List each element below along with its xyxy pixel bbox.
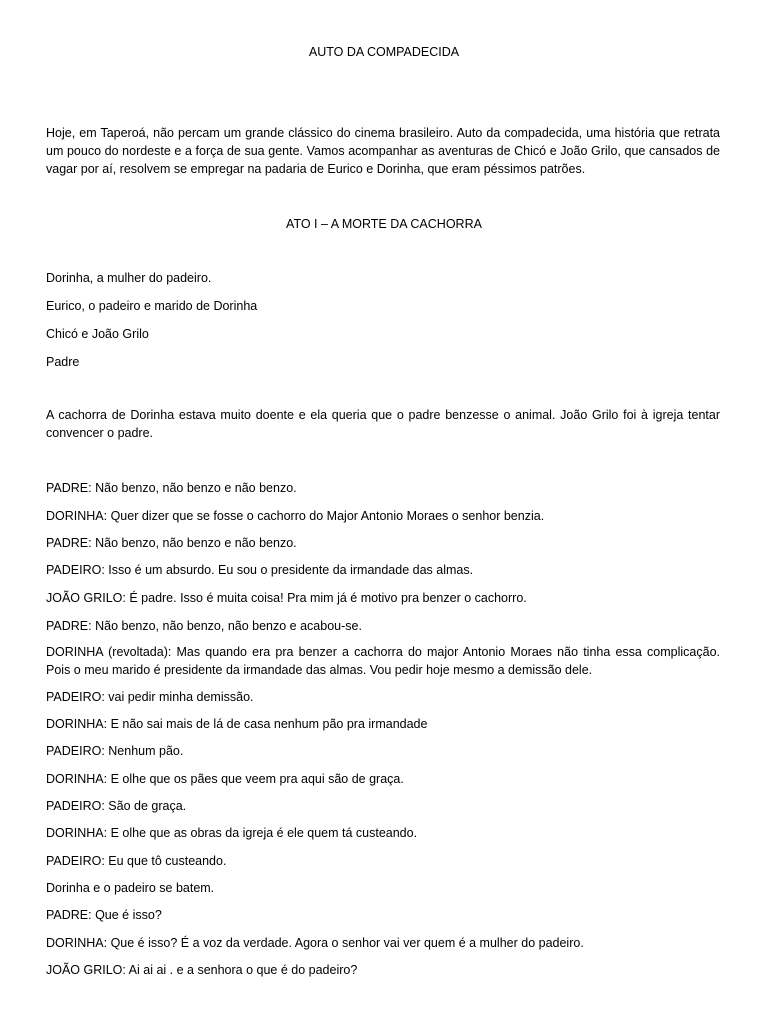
dialogue-line: PADRE: Não benzo, não benzo e não benzo. — [46, 536, 297, 550]
dialogue-line: PADEIRO: São de graça. — [46, 799, 187, 813]
dialogue-line: PADEIRO: vai pedir minha demissão. — [46, 690, 254, 704]
dialogue-line: PADEIRO: Nenhum pão. — [46, 744, 184, 758]
character-line: Eurico, o padeiro e marido de Dorinha — [46, 299, 258, 313]
character-line: Dorinha, a mulher do padeiro. — [46, 271, 212, 285]
dialogue-line: DORINHA: Quer dizer que se fosse o cachorro do Major Antonio Moraes o senhor benzia. — [46, 509, 545, 523]
dialogue-line: PADRE: Que é isso? — [46, 908, 162, 922]
dialogue-line: DORINHA: E não sai mais de lá de casa nenhum pão pra irmandade — [46, 717, 428, 731]
act-heading: ATO I – A MORTE DA CACHORRA — [286, 217, 482, 231]
stage-direction: Dorinha e o padeiro se batem. — [46, 881, 215, 895]
document-title: AUTO DA COMPADECIDA — [308, 45, 460, 59]
dialogue-line: PADRE: Não benzo, não benzo e não benzo. — [46, 481, 297, 495]
dialogue-line: PADEIRO: Eu que tô custeando. — [46, 854, 227, 868]
scene-description: A cachorra de Dorinha estava muito doente e ela queria que o padre benzesse o animal. João Grilo foi à igreja tentar convencer o padre. — [46, 408, 720, 440]
character-line: Chicó e João Grilo — [46, 327, 149, 341]
dialogue-line: DORINHA: E olhe que os pães que veem pra aqui são de graça. — [46, 772, 404, 786]
dialogue-line: DORINHA: Que é isso? É a voz da verdade. Agora o senhor vai ver quem é a mulher do padeiro. — [46, 936, 584, 950]
dialogue-line: PADRE: Não benzo, não benzo, não benzo e acabou-se. — [46, 619, 362, 633]
character-line: Padre — [46, 355, 80, 369]
dialogue-line: JOÃO GRILO: É padre. Isso é muita coisa! Pra mim já é motivo pra benzer o cachorro. — [46, 591, 527, 605]
dialogue-line: DORINHA: E olhe que as obras da igreja é ele quem tá custeando. — [46, 826, 418, 840]
intro-paragraph: Hoje, em Taperoá, não percam um grande clássico do cinema brasileiro. Auto da compadecida, uma história que retrata um pouco do nordeste e a força de sua gente. Vamos acompanhar as aventuras de Chicó e João Grilo, que cansados de vagar por aí, resolvem se empregar na padaria de Eurico e Dorinha, que eram péssimos patrões. — [46, 126, 720, 176]
dialogue-line: PADEIRO: Isso é um absurdo. Eu sou o presidente da irmandade das almas. — [46, 563, 474, 577]
dialogue-line: DORINHA (revoltada): Mas quando era pra benzer a cachorra do major Antonio Moraes não tinha essa complicação. Pois o meu marido é presidente da irmandade das almas. Vou pedir hoje mesmo a demissão dele. — [46, 645, 720, 677]
dialogue-line: JOÃO GRILO: Ai ai ai . e a senhora o que é do padeiro? — [46, 963, 358, 977]
